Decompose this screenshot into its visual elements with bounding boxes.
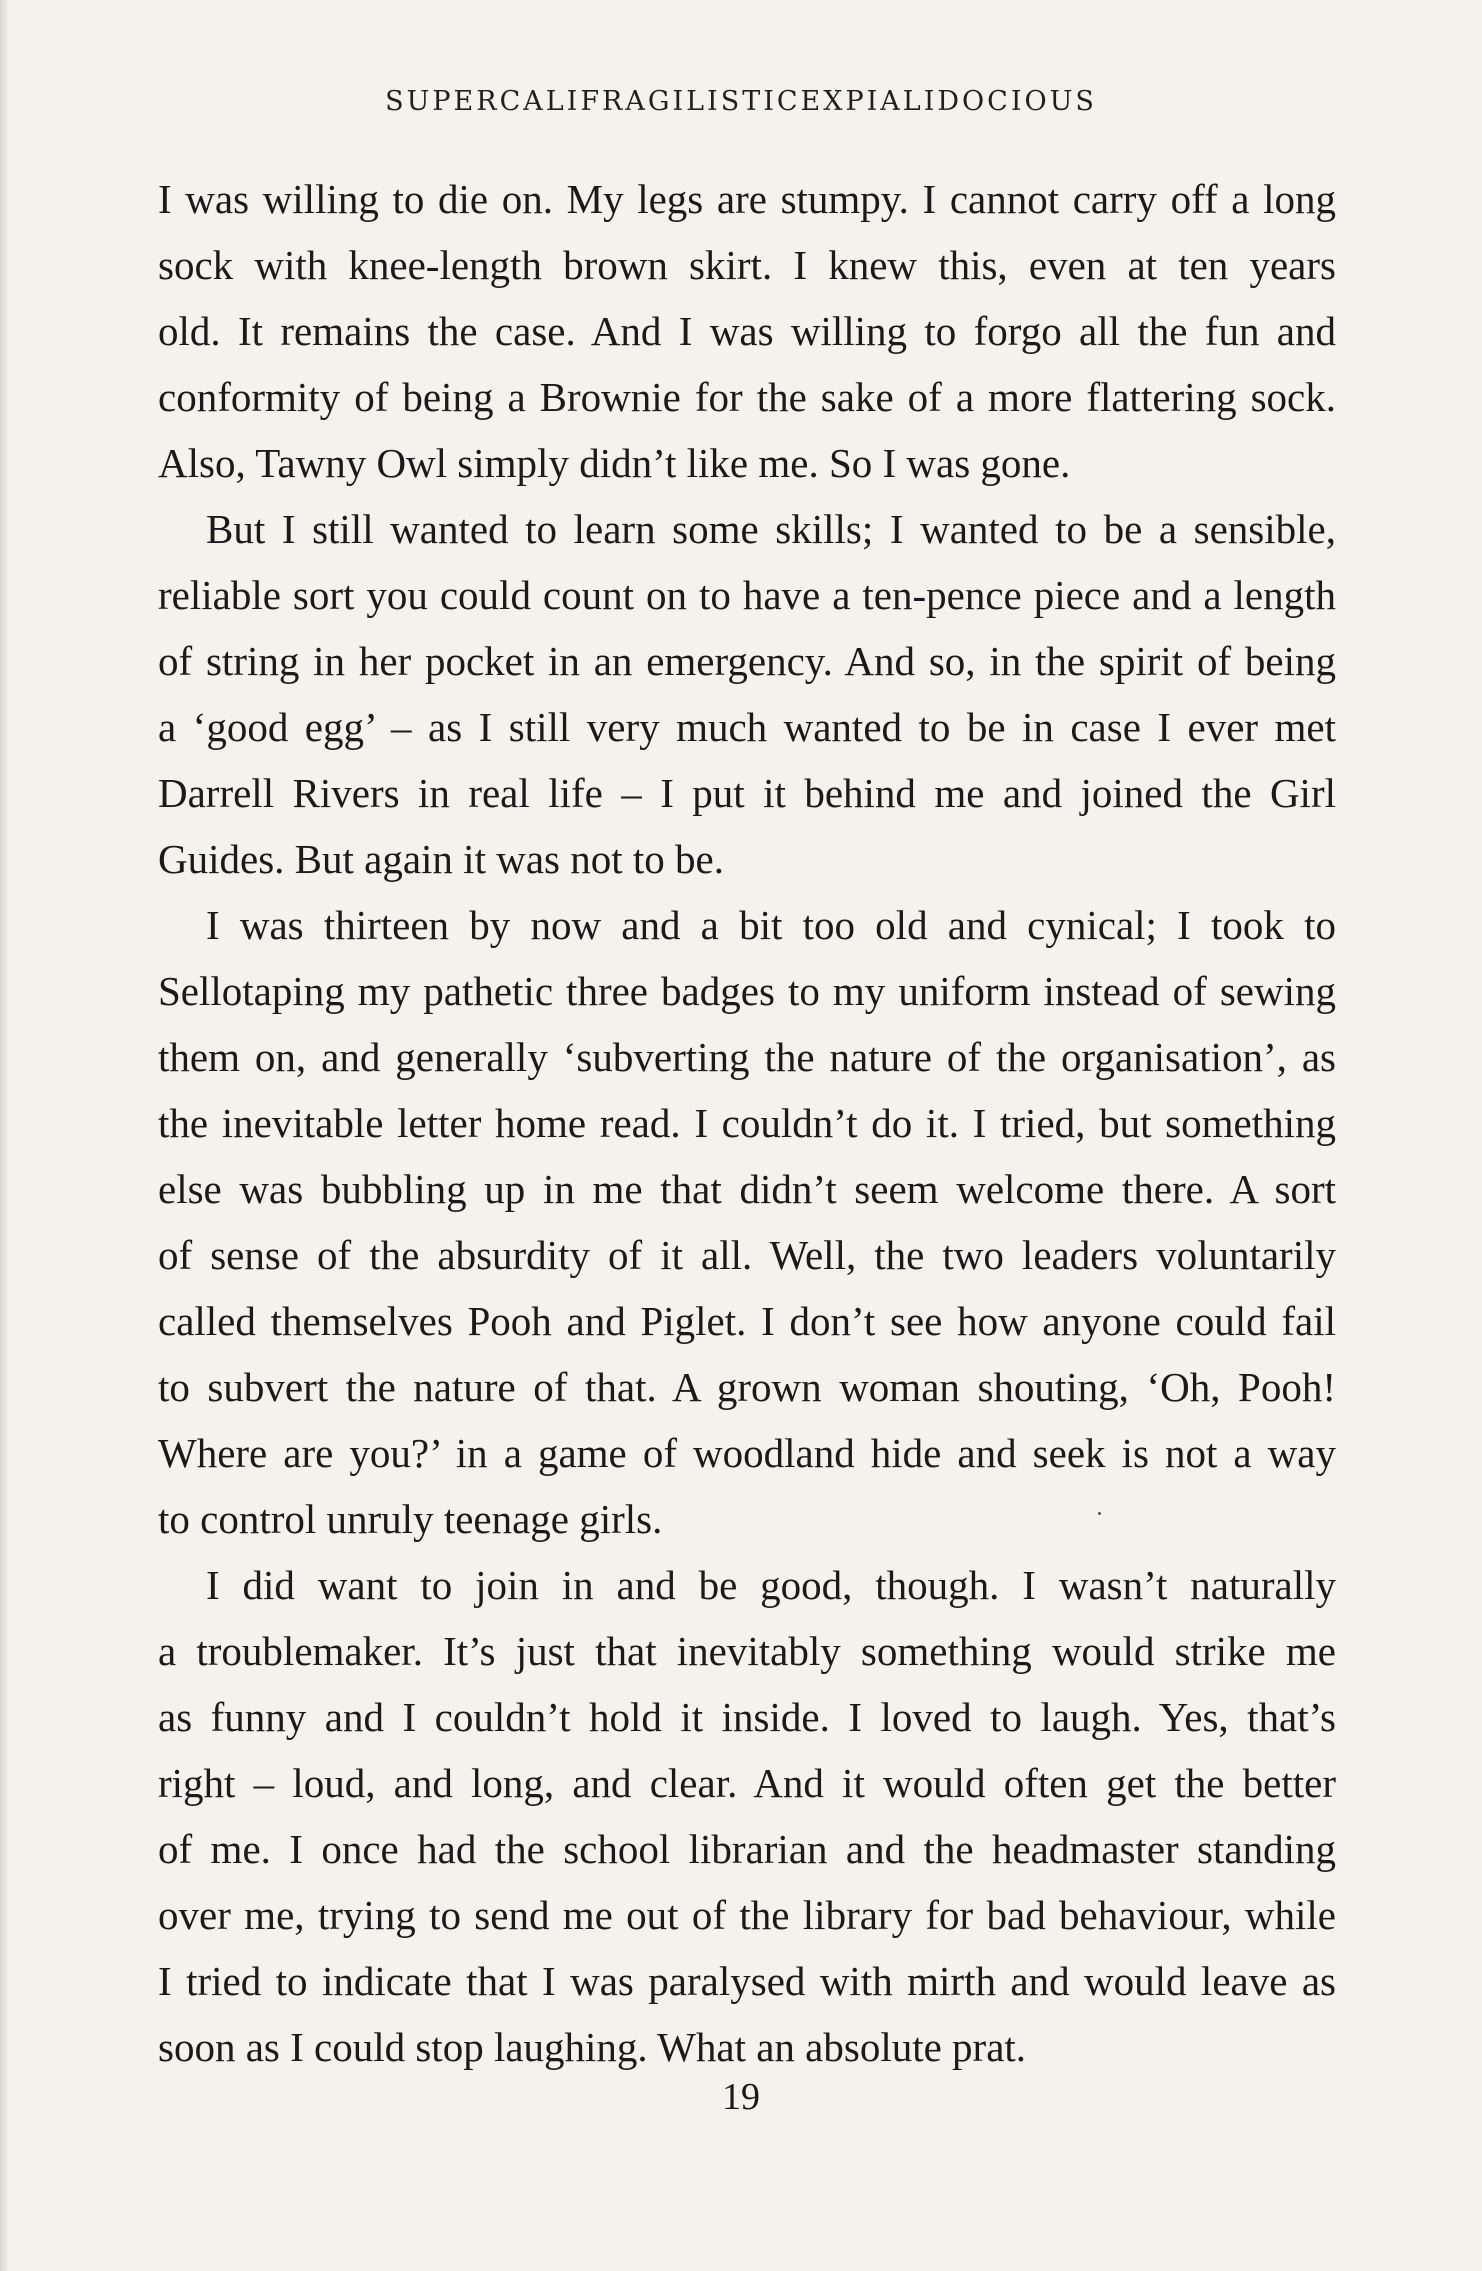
text-line: Where are you?’ in a game of woodland hide and seek is not a way	[158, 1430, 1336, 1476]
text-line: a ‘good egg’ – as I still very much wanted to be in case I ever met	[158, 704, 1336, 750]
text-line: Sellotaping my pathetic three badges to my uniform instead of sewing	[158, 968, 1336, 1014]
text-line: a troublemaker. It’s just that inevitably something would strike me	[158, 1628, 1336, 1674]
page-gutter-shadow	[0, 0, 10, 2271]
text-line: to control unruly teenage girls.	[158, 1496, 663, 1542]
text-line: I did want to join in and be good, though. I wasn’t naturally	[206, 1562, 1336, 1608]
text-line: else was bubbling up in me that didn’t seem welcome there. A sort	[158, 1166, 1336, 1212]
text-line: conformity of being a Brownie for the sake of a more flattering sock.	[158, 374, 1336, 420]
speck-mark	[1098, 1512, 1101, 1515]
running-head: SUPERCALIFRAGILISTICEXPIALIDOCIOUS	[385, 86, 1097, 117]
text-line: reliable sort you could count on to have a ten-pence piece and a length	[158, 572, 1336, 618]
text-line: to subvert the nature of that. A grown woman shouting, ‘Oh, Pooh!	[158, 1364, 1336, 1410]
text-line: I tried to indicate that I was paralysed with mirth and would leave as	[158, 1958, 1336, 2004]
text-line: But I still wanted to learn some skills; I wanted to be a sensible,	[206, 506, 1336, 552]
text-line: I was willing to die on. My legs are stumpy. I cannot carry off a long	[158, 176, 1336, 222]
text-line: of string in her pocket in an emergency. And so, in the spirit of being	[158, 638, 1336, 684]
text-line: Guides. But again it was not to be.	[158, 836, 724, 882]
text-line: them on, and generally ‘subverting the nature of the organisation’, as	[158, 1034, 1336, 1080]
text-line: of me. I once had the school librarian and the headmaster standing	[158, 1826, 1336, 1872]
text-line: called themselves Pooh and Piglet. I don’t see how anyone could fail	[158, 1298, 1336, 1344]
text-line: sock with knee-length brown skirt. I knew this, even at ten years	[158, 242, 1336, 288]
text-line: as funny and I couldn’t hold it inside. I loved to laugh. Yes, that’s	[158, 1694, 1336, 1740]
text-line: Also, Tawny Owl simply didn’t like me. So I was gone.	[158, 440, 1071, 486]
text-line: Darrell Rivers in real life – I put it behind me and joined the Girl	[158, 770, 1336, 816]
body-text	[158, 166, 1336, 2080]
text-line: the inevitable letter home read. I couldn’t do it. I tried, but something	[158, 1100, 1336, 1146]
text-line: soon as I could stop laughing. What an absolute prat.	[158, 2024, 1027, 2070]
text-line: right – loud, and long, and clear. And it would often get the better	[158, 1760, 1336, 1806]
page-number: 19	[722, 2076, 760, 2118]
text-line: old. It remains the case. And I was willing to forgo all the fun and	[158, 308, 1336, 354]
text-line: of sense of the absurdity of it all. Well, the two leaders voluntarily	[158, 1232, 1336, 1278]
text-line: over me, trying to send me out of the library for bad behaviour, while	[158, 1892, 1336, 1938]
text-line: I was thirteen by now and a bit too old and cynical; I took to	[206, 902, 1336, 948]
